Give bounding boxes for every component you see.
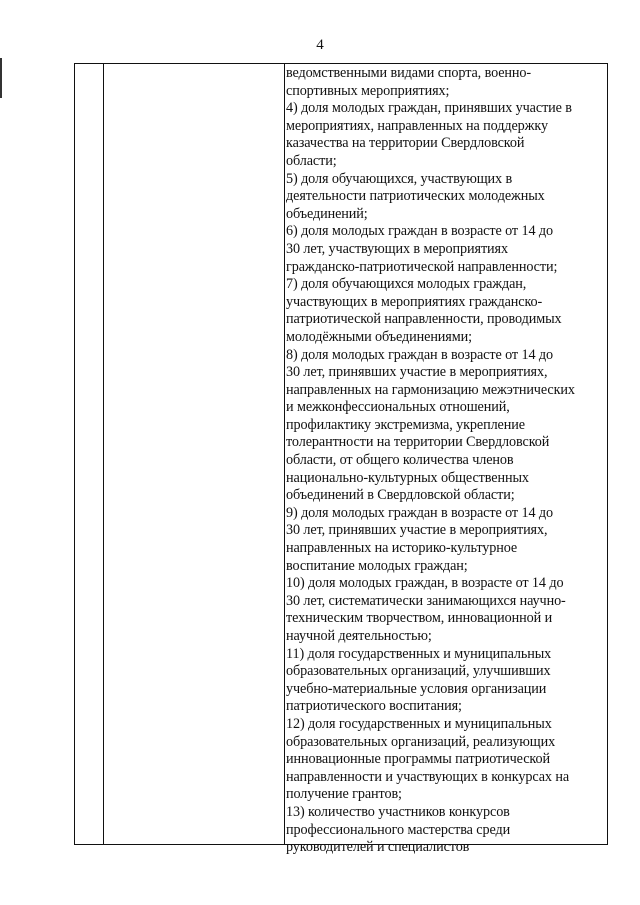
document-table — [74, 63, 608, 856]
cell-text-line: казачества на территории Свердловской — [286, 135, 525, 152]
cell-text-line: 10) доля молодых граждан, в возрасте от 14 до — [286, 575, 564, 592]
cell-text-line: и межконфессиональных отношений, — [286, 399, 510, 416]
cell-text-line: 11) доля государственных и муниципальных — [286, 645, 552, 662]
cell-text-line: объединений; — [286, 205, 368, 222]
cell-text-line: воспитание молодых граждан; — [286, 557, 468, 574]
cell-text-line: 30 лет, систематически занимающихся научно- — [286, 592, 566, 609]
margin-edge-line — [0, 58, 2, 98]
cell-text-line: 30 лет, участвующих в мероприятиях — [286, 240, 508, 257]
cell-text-line: участвующих в мероприятиях гражданско- — [286, 293, 543, 310]
cell-text-line: толерантности на территории Свердловской — [286, 434, 550, 451]
cell-text-line: 12) доля государственных и муниципальных — [286, 715, 552, 732]
table-column-divider — [103, 64, 104, 844]
cell-text-line: профессионального мастерства среди — [286, 821, 511, 838]
cell-text-line: ведомственными видами спорта, военно- — [286, 65, 532, 81]
page-number: 4 — [316, 37, 324, 53]
cell-text-line: деятельности патриотических молодежных — [286, 188, 545, 205]
cell-text-line: образовательных организаций, улучшивших — [286, 663, 551, 680]
cell-text-line: направленных на гармонизацию межэтнических — [286, 381, 575, 398]
cell-text-line: мероприятиях, направленных на поддержку — [286, 117, 548, 134]
cell-text-line: 30 лет, принявших участие в мероприятиях, — [286, 522, 548, 539]
cell-text-line: области, от общего количества членов — [286, 452, 514, 469]
cell-text-line: 7) доля обучающихся молодых граждан, — [286, 276, 527, 293]
cell-text-line: 6) доля молодых граждан в возрасте от 14 до — [286, 223, 554, 240]
cell-text-line: молодёжными объединениями; — [286, 328, 472, 345]
cell-text-line: 9) доля молодых граждан в возрасте от 14 до — [286, 504, 554, 521]
table-cell-indicators — [286, 65, 608, 857]
cell-text-line: 30 лет, принявших участие в мероприятиях, — [286, 364, 548, 381]
cell-text-line: направленных на историко-культурное — [286, 540, 518, 557]
cell-text-line: гражданско-патриотической направленности; — [286, 258, 558, 275]
cell-text-line: образовательных организаций, реализующих — [286, 733, 556, 750]
cell-text-line: объединений в Свердловской области; — [286, 487, 515, 504]
cell-text-line: учебно-материальные условия организации — [286, 680, 547, 697]
cell-text-line: области; — [286, 152, 337, 169]
cell-text-line: инновационные программы патриотической — [286, 751, 550, 768]
cell-text-line: спортивных мероприятиях; — [286, 82, 450, 99]
cell-text-line: 13) количество участников конкурсов — [286, 803, 510, 820]
cell-text-line: патриотической направленности, проводимых — [286, 311, 562, 328]
cell-text-line: направленности и участвующих в конкурсах на — [286, 768, 570, 785]
cell-text-line: 8) доля молодых граждан в возрасте от 14 до — [286, 346, 554, 363]
cell-text-line: профилактику экстремизма, укрепление — [286, 416, 525, 433]
cell-text-line: техническим творчеством, инновационной и — [286, 610, 553, 627]
cell-text-line: патриотического воспитания; — [286, 698, 462, 715]
cell-text-line: 5) доля обучающихся, участвующих в — [286, 170, 513, 187]
cell-text-line: национально-культурных общественных — [286, 469, 529, 486]
cell-text-line: получение грантов; — [286, 786, 402, 803]
table-column-divider — [284, 64, 285, 844]
cell-text-line: руководителей и специалистов — [286, 839, 470, 856]
cell-text-line: научной деятельностью; — [286, 628, 432, 644]
cell-text-line: 4) доля молодых граждан, принявших участие в — [286, 100, 572, 117]
